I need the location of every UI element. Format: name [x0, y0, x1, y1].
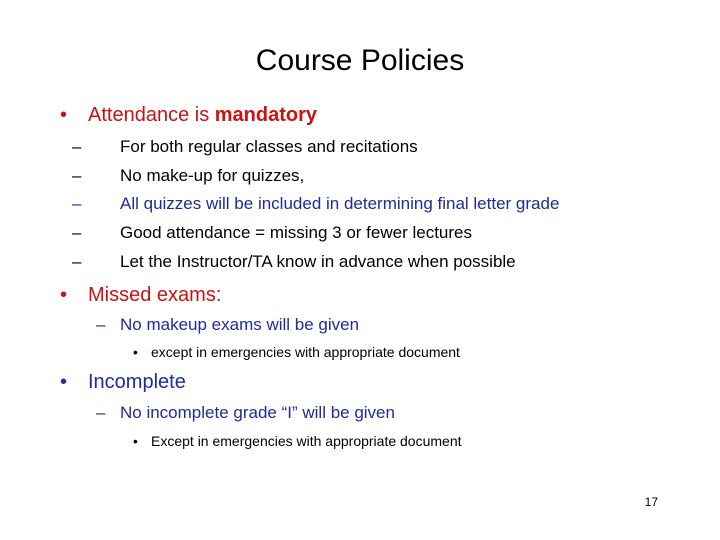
attendance-item: [72, 251, 516, 273]
attendance-item: [72, 222, 472, 244]
bullet-missed-exams: [60, 282, 221, 308]
attendance-item-text: All quizzes will be included in determining final letter grade: [120, 194, 560, 213]
missed-exams-item-text: No makeup exams will be given: [120, 315, 360, 334]
incomplete-item: [96, 402, 395, 424]
attendance-item-text: Good attendance = missing 3 or fewer lectures: [120, 223, 472, 242]
attendance-item-text: For both regular classes and recitations: [120, 137, 418, 156]
page-number: 17: [644, 495, 658, 509]
attendance-item: [72, 136, 418, 158]
bullet-incomplete: [60, 369, 186, 395]
slide-title: Course Policies: [255, 44, 465, 77]
dash-marker: –: [72, 194, 82, 213]
dash-marker: –: [96, 403, 106, 422]
missed-exams-subitem-text: except in emergencies with appropriate document: [151, 344, 460, 360]
missed-exams-subitem: [133, 343, 460, 361]
bullet-attendance: [60, 102, 317, 128]
bullet-marker: •: [60, 104, 68, 126]
incomplete-subitem-text: Except in emergencies with appropriate document: [151, 433, 462, 449]
attendance-emphasis: mandatory: [214, 104, 317, 126]
bullet-marker: •: [60, 371, 68, 393]
attendance-item: [72, 165, 304, 187]
attendance-item-text: No make-up for quizzes,: [120, 166, 305, 185]
incomplete-label: Incomplete: [88, 371, 186, 393]
incomplete-subitem: [133, 432, 462, 450]
attendance-label: Attendance is: [88, 104, 215, 126]
dash-marker: –: [72, 223, 82, 242]
dash-marker: –: [72, 252, 82, 271]
missed-exams-item: [96, 314, 359, 336]
bullet-marker: •: [60, 284, 68, 306]
attendance-item-text: Let the Instructor/TA know in advance when possible: [120, 252, 516, 271]
incomplete-item-text: No incomplete grade “I” will be given: [120, 403, 395, 422]
dash-marker: –: [96, 315, 106, 334]
attendance-item: [72, 193, 559, 215]
missed-exams-label: Missed exams:: [88, 284, 222, 306]
dash-marker: –: [72, 137, 82, 156]
bullet-marker: •: [133, 344, 138, 360]
dash-marker: –: [72, 166, 82, 185]
bullet-marker: •: [133, 433, 138, 449]
